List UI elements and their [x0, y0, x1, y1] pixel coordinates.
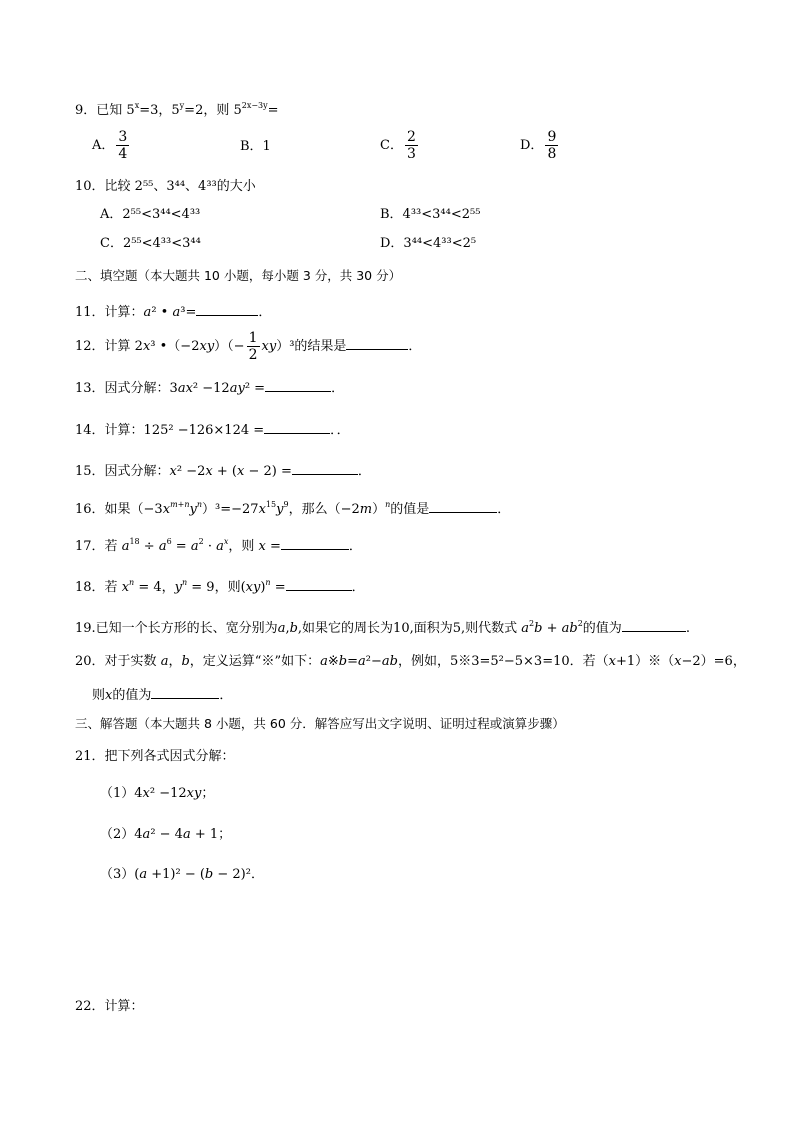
answer-blank[interactable] — [622, 618, 686, 632]
q20-text: ※ — [327, 654, 339, 669]
q12-text: ． — [408, 339, 422, 354]
q13-text: 13．因式分解：3 — [75, 381, 178, 396]
q13-text: ² −12 — [192, 381, 230, 396]
q20-text: ，定义运算“※”如下： — [189, 654, 321, 669]
q16-var: y — [276, 502, 284, 517]
q9-text: =3，5 — [139, 103, 180, 118]
question-12 — [75, 330, 421, 363]
q16-var: y — [189, 502, 197, 517]
q9-exp: y — [179, 101, 185, 110]
fraction — [247, 330, 260, 363]
q10-option-d: D．3⁴⁴<4³³<2⁵ — [380, 236, 477, 251]
q17-text: ÷ — [139, 539, 159, 554]
q16-exp: n — [196, 500, 203, 509]
numerator: 1 — [248, 330, 258, 346]
q21-text: ² −12 — [149, 786, 187, 801]
q20-text: ²− — [365, 654, 382, 669]
answer-blank[interactable] — [292, 461, 358, 475]
q10-option-b: B．4³³<3⁴⁴<2⁵⁵ — [380, 207, 481, 222]
q19-exp: 2 — [529, 619, 535, 628]
q19-text: ,如果它的周长为10,面积为5,则代数式 — [297, 621, 522, 636]
answer-blank[interactable] — [264, 420, 330, 434]
q18-text: = — [270, 580, 286, 595]
q20-text: −2）=6， — [681, 654, 746, 669]
q18-var: x — [121, 580, 130, 595]
question-13 — [75, 378, 344, 397]
q19-text: , — [285, 621, 290, 636]
q17-text: 17．若 — [75, 539, 122, 554]
denominator: 4 — [118, 146, 128, 162]
question-14 — [75, 420, 350, 439]
q18-var: xy — [245, 580, 261, 595]
q19-text: 的值为 — [582, 621, 622, 636]
q20-var: a — [358, 654, 366, 669]
q11-var: a — [143, 305, 152, 320]
q21-part-3 — [100, 867, 264, 883]
q17-exp: 6 — [166, 537, 172, 546]
q21-text: − 2)²． — [213, 867, 264, 882]
section-2-heading: 二、填空题（本大题共 10 小题，每小题 3 分，共 30 分） — [75, 268, 402, 283]
question-15 — [75, 461, 371, 480]
question-18 — [75, 577, 365, 596]
q17-exp: x — [223, 537, 229, 546]
q16-var: m — [359, 502, 373, 517]
q17-var: a — [216, 539, 224, 554]
q9-option-c — [380, 129, 420, 162]
q15-var: x — [205, 464, 213, 479]
q14-text: ．． — [330, 423, 350, 438]
q18-exp: n — [181, 578, 188, 587]
q20-var: b — [181, 654, 190, 669]
q16-text: 的值是 — [390, 502, 430, 517]
q11-text: ． — [258, 305, 272, 320]
q20-var: x — [105, 688, 113, 703]
q13-text: ² = — [244, 381, 266, 396]
q12-var: x — [142, 339, 151, 354]
question-19 — [75, 618, 690, 637]
q17-text: = — [171, 539, 191, 554]
q18-text: ． — [351, 580, 365, 595]
question-10: 10．比较 2⁵⁵、3⁴⁴、4³³的大小 — [75, 179, 256, 194]
denominator: 2 — [248, 347, 258, 363]
question-16 — [75, 499, 510, 518]
question-9 — [75, 103, 279, 119]
q17-exp: 18 — [129, 537, 140, 546]
q16-text: ． — [497, 502, 511, 517]
q11-var: a — [172, 305, 181, 320]
q9-text: 已知 5 — [96, 103, 135, 118]
q21-var: xy — [186, 786, 202, 801]
q16-text: 16．如果（−3 — [75, 502, 163, 517]
question-22: 22．计算： — [75, 999, 144, 1014]
q14-text: 14．计算：125² −126×124 = — [75, 423, 265, 438]
answer-blank[interactable] — [286, 577, 352, 591]
q16-exp: m+n — [170, 500, 190, 509]
q21-text: （3）( — [100, 867, 140, 882]
option-label: D． — [520, 138, 544, 153]
q11-text: ³= — [180, 305, 197, 320]
q20-text: ． — [219, 688, 233, 703]
q19-var: a — [521, 621, 530, 636]
q21-part-1 — [100, 786, 214, 802]
q20-var: a — [320, 654, 328, 669]
numerator: 3 — [118, 129, 128, 145]
q18-text: = 9，则( — [187, 580, 246, 595]
q12-text: ³ •（−2 — [150, 339, 200, 354]
q19-text: . — [685, 621, 690, 636]
q18-exp: n — [265, 578, 271, 587]
q17-text: · — [203, 539, 217, 554]
q9-number: 9． — [75, 103, 97, 118]
q12-text: ）（− — [214, 339, 245, 354]
q9-option-b — [240, 139, 271, 155]
answer-blank[interactable] — [429, 499, 497, 513]
q18-exp: n — [129, 578, 135, 587]
q21-part-2 — [100, 827, 231, 843]
q21-var: b — [204, 867, 214, 882]
q20-text: ，例如，5※3=5²−5×3=10．若（ — [397, 654, 609, 669]
q21-text: ； — [201, 786, 215, 801]
answer-blank[interactable] — [281, 536, 349, 550]
option-label: C． — [380, 138, 403, 153]
option-label: A． — [92, 138, 115, 153]
q16-text: ）³=−27 — [202, 502, 259, 517]
q20-text: 20．对于实数 — [75, 654, 161, 669]
q11-text: ² • — [151, 305, 173, 320]
fraction — [545, 129, 558, 162]
q19-text: + — [542, 621, 562, 636]
question-11 — [75, 302, 271, 321]
q12-var: xy — [199, 339, 215, 354]
q10-option-c: C．2⁵⁵<4³³<3⁴⁴ — [100, 236, 201, 251]
denominator: 3 — [406, 146, 416, 162]
answer-blank[interactable] — [346, 336, 408, 350]
q9-option-d — [520, 129, 560, 162]
q10-option-a: A．2⁵⁵<3⁴⁴<4³³ — [100, 207, 201, 222]
q13-text: ． — [331, 381, 345, 396]
q17-var: x — [258, 539, 266, 554]
q17-text: ，则 — [228, 539, 259, 554]
q19-var: a — [277, 621, 286, 636]
q20-text: ， — [168, 654, 182, 669]
question-20-continued — [92, 685, 232, 704]
q16-text: ，那么（−2 — [288, 502, 360, 517]
question-17 — [75, 536, 362, 555]
q19-var: b — [534, 621, 543, 636]
q15-var: x — [169, 464, 177, 479]
q17-exp: 2 — [198, 537, 204, 546]
q20-text: = — [347, 654, 358, 669]
q17-var: a — [158, 539, 167, 554]
answer-blank[interactable] — [151, 685, 219, 699]
q16-var: x — [258, 502, 266, 517]
q21-text: ² − 4 — [150, 827, 183, 842]
question-21: 21．把下列各式因式分解： — [75, 749, 235, 764]
q21-text: （1）4 — [100, 786, 143, 801]
q20-var: a — [160, 654, 169, 669]
q17-text: = — [265, 539, 281, 554]
q21-var: x — [142, 786, 150, 801]
section-3-heading: 三、解答题（本大题共 8 小题，共 60 分．解答应写出文字说明、证明过程或演算步骤） — [75, 716, 565, 731]
q17-var: a — [190, 539, 199, 554]
q20-text: 的值为 — [112, 688, 152, 703]
q9-exp: x — [134, 101, 140, 110]
q9-text: =2，则 5 — [184, 103, 242, 118]
q9-option-a — [92, 129, 131, 162]
q15-text: − 2) = — [244, 464, 292, 479]
q19-var: ab — [561, 621, 578, 636]
q11-text: 11．计算： — [75, 305, 144, 320]
q9-text: = — [267, 103, 279, 118]
option-label: B．1 — [240, 139, 271, 154]
q21-var: a — [182, 827, 191, 842]
answer-blank[interactable] — [265, 378, 331, 392]
q19-var: b — [289, 621, 298, 636]
q13-var: ay — [229, 381, 245, 396]
q20-var: x — [608, 654, 616, 669]
q21-var: a — [142, 827, 151, 842]
q16-exp: n — [385, 500, 391, 509]
q21-text: + 1； — [190, 827, 232, 842]
q15-text: 15．因式分解： — [75, 464, 170, 479]
numerator: 2 — [406, 129, 416, 145]
q15-var: x — [236, 464, 245, 479]
q20-var: b — [338, 654, 348, 669]
denominator: 8 — [547, 146, 557, 162]
q21-text: +1)² − ( — [147, 867, 205, 882]
q17-text: ． — [348, 539, 362, 554]
q12-var: xy — [261, 339, 277, 354]
q15-text: + ( — [212, 464, 237, 479]
q19-exp: 2 — [577, 619, 583, 628]
q12-text: ）³的结果是 — [276, 339, 347, 354]
q12-text: 12．计算 2 — [75, 339, 143, 354]
q18-var: y — [174, 580, 182, 595]
answer-blank[interactable] — [196, 302, 258, 316]
fraction — [405, 129, 418, 162]
q17-var: a — [121, 539, 130, 554]
q13-var: ax — [177, 381, 193, 396]
fraction — [116, 129, 129, 162]
q9-exp: 2x−3y — [241, 101, 268, 110]
q20-text: +1）※（ — [615, 654, 675, 669]
q19-text: 19.已知一个长方形的长、宽分别为 — [75, 621, 278, 636]
q20-var: ab — [381, 654, 398, 669]
q21-var: a — [139, 867, 148, 882]
q16-exp: 9 — [283, 500, 289, 509]
question-20 — [75, 654, 746, 670]
q21-text: （2）4 — [100, 827, 143, 842]
q20-var: x — [674, 654, 682, 669]
q16-exp: 15 — [265, 500, 277, 509]
q15-text: ² −2 — [176, 464, 206, 479]
q18-text: ) — [260, 580, 266, 595]
q18-text: = 4， — [134, 580, 175, 595]
q20-text: 则 — [92, 688, 106, 703]
q18-text: 18．若 — [75, 580, 122, 595]
q15-text: ． — [357, 464, 371, 479]
numerator: 9 — [547, 129, 557, 145]
q16-var: x — [162, 502, 171, 517]
q16-text: ） — [372, 502, 386, 517]
